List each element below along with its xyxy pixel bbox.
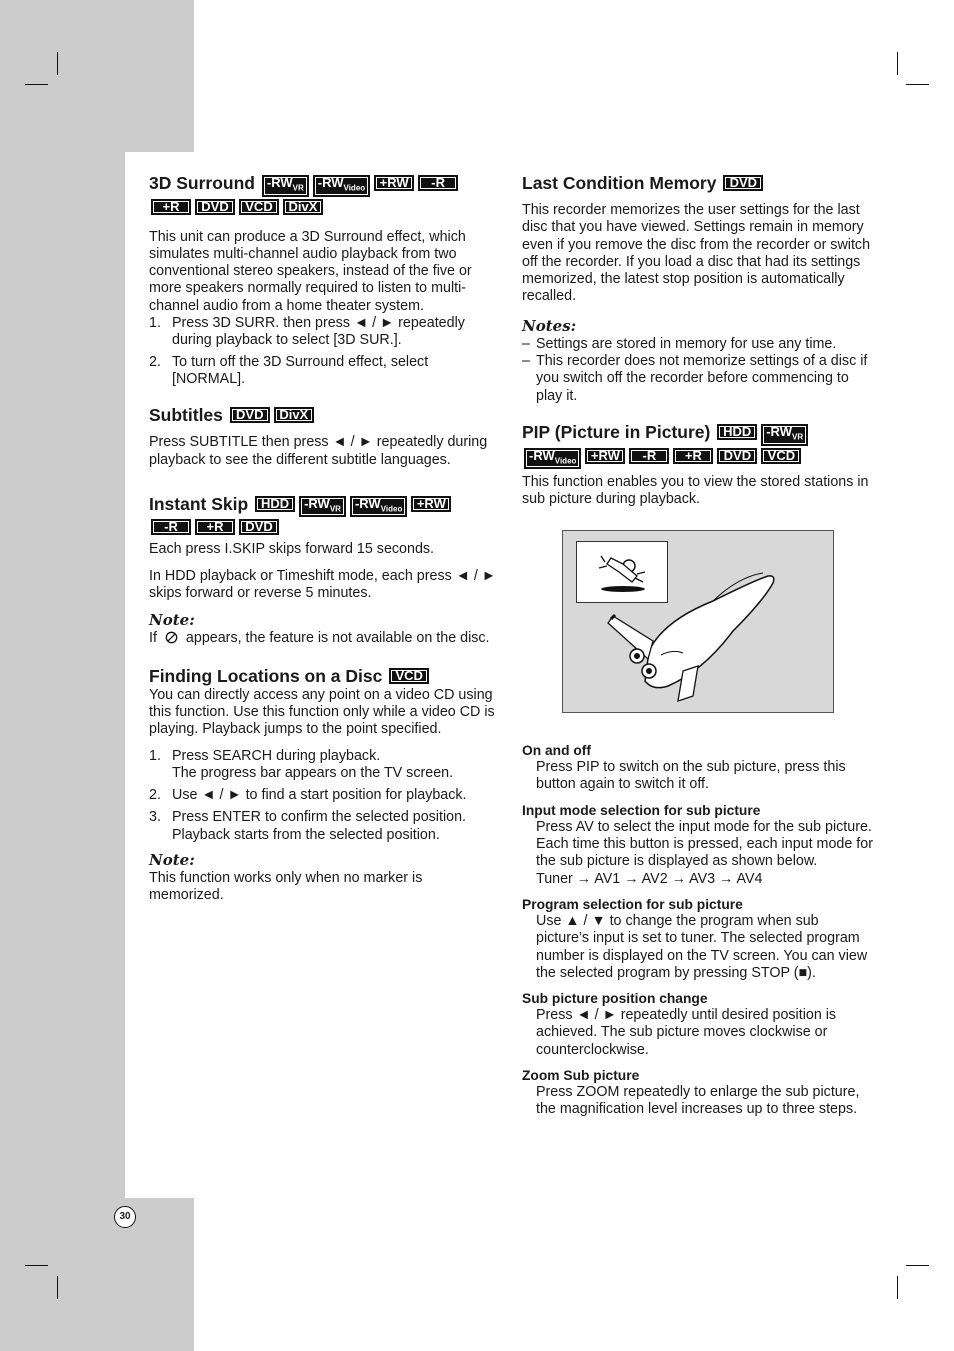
- pip-item: [522, 1067, 874, 1119]
- section-title: Subtitles DVD DivX: [149, 404, 499, 426]
- prohibited-icon: [165, 631, 178, 644]
- item-heading: Zoom Sub picture: [522, 1068, 640, 1084]
- item-extra: Tuner → AV1 → AV2 → AV3 → AV4: [536, 870, 763, 887]
- disc-badge: $-RW_{VR}$: [262, 175, 309, 197]
- section-title: Finding Locations on a Disc VCD: [149, 665, 499, 687]
- badge-row: [149, 198, 499, 221]
- section-body: In HDD playback or Timeshift mode, each press ◄ / ► skips forward or reverse 5 minutes.: [149, 567, 496, 602]
- disc-badge: VCD: [389, 668, 429, 684]
- disc-badge: $-RW_{Video}$: [350, 496, 407, 518]
- side-strip-top: [0, 0, 194, 152]
- disc-badge: DVD: [239, 519, 279, 535]
- page-number-badge: 30: [114, 1206, 136, 1228]
- pip-item: [522, 896, 874, 982]
- crop-mark: [57, 1276, 58, 1299]
- section-subtitles: [149, 404, 499, 469]
- list-item: 1. Press 3D SURR. then press ◄ / ► repeatedly during playback to select [3D SUR.].: [149, 315, 465, 349]
- section-finding-locations: [149, 665, 499, 905]
- crop-mark: [57, 52, 58, 75]
- disc-badge: VCD: [239, 199, 279, 215]
- list-item: 2. To turn off the 3D Surround effect, select [NORMAL].: [149, 353, 429, 387]
- left-column: [149, 172, 499, 905]
- disc-badge: $-RW_{Video}$: [313, 175, 370, 197]
- item-text: Press ◄ / ► repeatedly until desired position is achieved. The sub picture moves clockwise or counterclockwise.: [536, 1007, 837, 1058]
- badge-row: [149, 518, 499, 541]
- disc-badge: DivX: [283, 199, 323, 215]
- list-item: 2. Use ◄ / ► to find a start position for playback.: [149, 787, 467, 804]
- section-body: You can directly access any point on a video CD using this function. Use this function only while a video CD is playing. Playback jumps to the point specified.: [149, 686, 495, 738]
- section-body: This function enables you to view the stored stations in sub picture during playback.: [522, 473, 869, 507]
- item-heading: Input mode selection for sub picture: [522, 802, 761, 818]
- disc-badge: $-RW_{VR}$: [299, 496, 346, 518]
- disc-badge: HDD: [717, 424, 757, 440]
- pip-illustration: [562, 530, 834, 713]
- notes-list: [522, 336, 874, 405]
- disc-badge: DivX: [274, 407, 314, 423]
- crop-mark: [897, 1276, 898, 1299]
- crop-mark: [897, 52, 898, 75]
- section-body: Each press I.SKIP skips forward 15 seconds.: [149, 541, 435, 558]
- disc-badge: +R: [151, 199, 191, 215]
- crop-mark: [25, 84, 48, 85]
- section-body: This recorder memorizes the user settings for the last disc that you have viewed. Settings remain in memory even if you remove the disc from the recorder or switch off the recorder. If you load a disc that had its settings memorized, the latest stop position is automatically recalled.: [522, 202, 871, 305]
- note-heading: Note:: [149, 851, 195, 870]
- section-title: PIP (Picture in Picture) HDD $-RW_{VR}$: [522, 421, 874, 446]
- disc-badge: +RW: [374, 175, 414, 191]
- section-title: Instant Skip HDD $-RW_{VR}$ $-RW_{Video} +RW$: [149, 493, 499, 518]
- pip-items: [522, 742, 874, 1118]
- pip-item: [522, 990, 874, 1059]
- notes-heading: Notes:: [522, 316, 577, 335]
- crop-mark: [906, 1265, 929, 1266]
- item-text: Press AV to select the input mode for the sub picture. Each time this button is pressed, each input mode for the sub picture is displayed as shown below.: [536, 818, 873, 870]
- disc-badge: HDD: [255, 496, 295, 512]
- section-3d-surround: [149, 172, 499, 388]
- list-item: – This recorder does not memorize settings of a disc if you switch off the recorder before commencing to play it.: [522, 353, 868, 404]
- disc-badge: DVD: [195, 199, 235, 215]
- item-heading: Program selection for sub picture: [522, 896, 743, 912]
- crop-mark: [25, 1265, 48, 1266]
- pip-item: [522, 802, 874, 888]
- disc-badge: -R: [151, 519, 191, 535]
- disc-badge: $-RW_{Video}$: [524, 448, 581, 470]
- disc-badge: $-RW_{VR}$: [761, 424, 808, 446]
- section-pip: [522, 421, 874, 1119]
- item-heading: On and off: [522, 743, 591, 759]
- disc-badge: DVD: [230, 407, 270, 423]
- section-last-condition: [522, 172, 874, 405]
- list-item: 3. Press ENTER to confirm the selected position. Playback starts from the selected position.: [149, 809, 467, 843]
- title-text: 3D Surround: [149, 173, 255, 193]
- section-title: [149, 172, 499, 197]
- item-text: Press PIP to switch on the sub picture, press this button again to switch it off.: [536, 759, 846, 793]
- item-text: Use ▲ / ▼ to change the program when sub picture’s input is set to tuner. The selected program number is displayed on the TV screen. You can view the selected program by pressing STOP (■).: [536, 912, 868, 981]
- disc-badge: +RW: [411, 496, 451, 512]
- section-instant-skip: [149, 493, 499, 648]
- badge-row: [522, 447, 874, 470]
- disc-badge: DVD: [723, 175, 763, 191]
- disc-badge: VCD: [761, 448, 801, 464]
- section-body: Press SUBTITLE then press ◄ / ► repeatedly during playback to see the different subtitle languages.: [149, 434, 488, 468]
- note-text: If appears, the feature is not available on the disc.: [149, 630, 490, 647]
- disc-badge: -R: [629, 448, 669, 464]
- list-item: 1. Press SEARCH during playback. The progress bar appears on the TV screen.: [149, 747, 454, 781]
- disc-badge: +R: [195, 519, 235, 535]
- disc-badge: DVD: [717, 448, 757, 464]
- section-body: This unit can produce a 3D Surround effect, which simulates multi-channel audio playback from two conventional stereo speakers, instead of the five or more speakers normally required to listen to multi-channel audio from a home theater system.: [149, 228, 472, 314]
- disc-badge: -R: [418, 175, 458, 191]
- section-title: Last Condition Memory DVD: [522, 172, 874, 194]
- item-text: Press ZOOM repeatedly to enlarge the sub picture, the magnification level increases up to three steps.: [536, 1084, 860, 1118]
- space-shuttle-icon: [563, 531, 833, 712]
- side-strip-bottom: [0, 1198, 194, 1351]
- item-heading: Sub picture position change: [522, 991, 708, 1007]
- note-text: This function works only when no marker is memorized.: [149, 870, 423, 904]
- disc-badge: +R: [673, 448, 713, 464]
- pip-item: [522, 742, 874, 794]
- list-item: – Settings are stored in memory for use any time.: [522, 335, 837, 352]
- step-list: [149, 315, 499, 388]
- step-list: [149, 748, 499, 844]
- crop-mark: [906, 84, 929, 85]
- disc-badge: +RW: [585, 448, 625, 464]
- note-heading: Note:: [149, 611, 195, 630]
- side-strip: [0, 152, 125, 1198]
